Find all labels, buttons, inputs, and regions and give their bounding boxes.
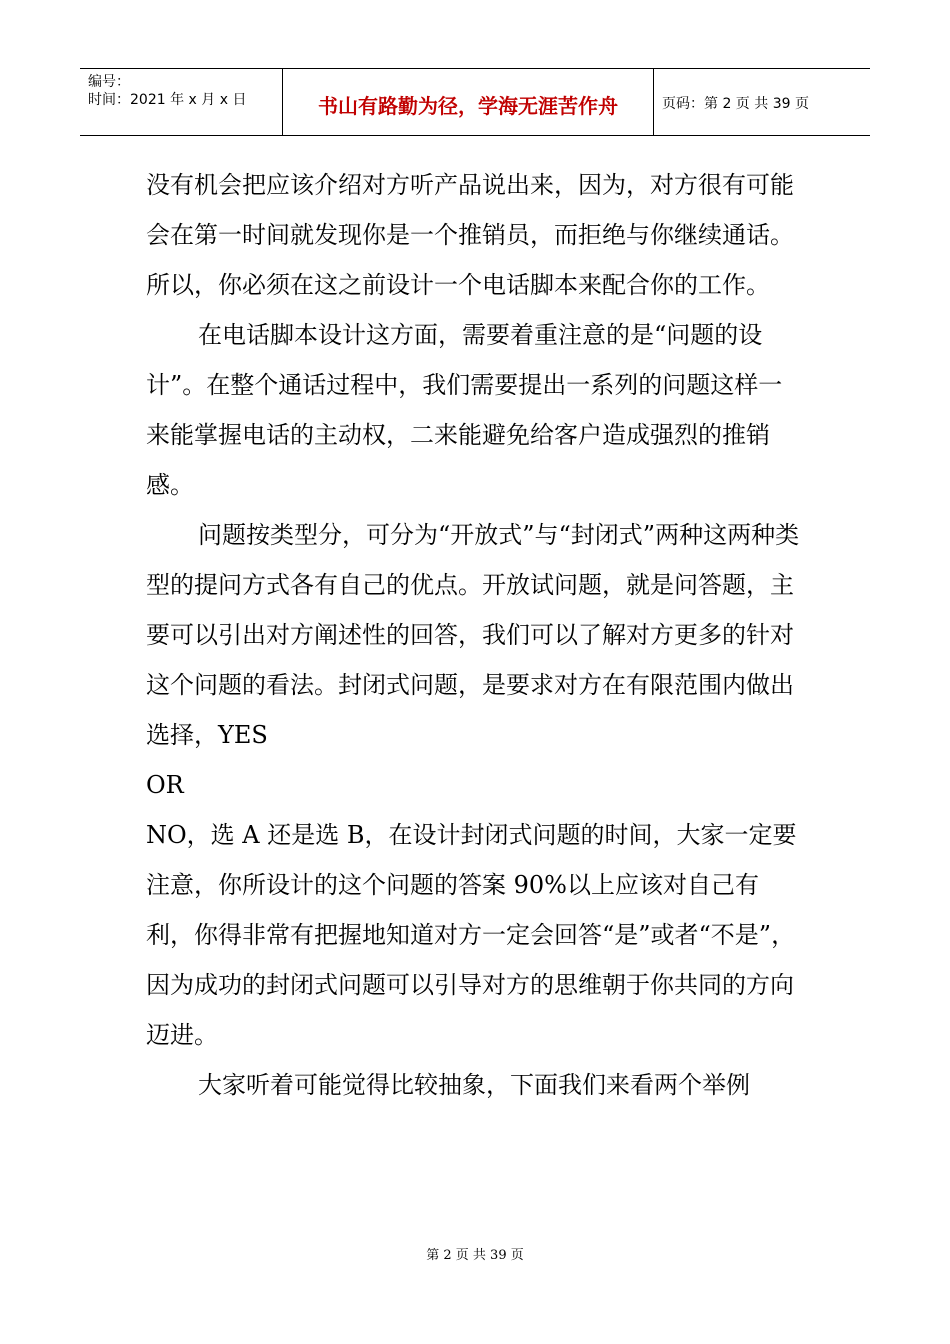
header-motto: 书山有路勤为径，学海无涯苦作舟 — [282, 69, 654, 135]
page-footer: 第 2 页 共 39 页 — [426, 1248, 524, 1263]
document-time-label: 时间：2021 年 x 月 x 日 — [88, 92, 247, 108]
document-number-label: 编号： — [88, 74, 130, 90]
paragraph-line-no: NO，选 A 还是选 B，在设计封闭式问题的时间，大家一定要注意，你所设计的这个问题的答案 90%以上应该对自己有利，你得非常有把握地知道对方一定会回答“是”或者“不是”，因为成功的封闭式问题可以引导对方的思维朝于你共同的方向迈进。 — [146, 821, 797, 1049]
paragraph-continued: 没有机会把应该介绍对方听产品说出来，因为，对方很有可能会在第一时间就发现你是一个推销员，而拒绝与你继续通话。所以，你必须在这之前设计一个电话脚本来配合你的工作。 — [146, 171, 794, 299]
paragraph: 大家听着可能觉得比较抽象，下面我们来看两个举例 — [198, 1071, 750, 1099]
paragraph-line-or: OR — [146, 771, 184, 799]
page-header — [80, 68, 870, 136]
document-body — [146, 160, 806, 1110]
header-left-cell — [80, 69, 282, 135]
paragraph: 在电话脚本设计这方面，需要着重注意的是“问题的设计”。在整个通话过程中，我们需要提出一系列的问题这样一来能掌握电话的主动权，二来能避免给客户造成强烈的推销感。 — [146, 321, 783, 499]
paragraph: 问题按类型分，可分为“开放式”与“封闭式”两种这两种类型的提问方式各有自己的优点。开放试问题，就是问答题，主要可以引出对方阐述性的回答，我们可以了解对方更多的针对这个问题的看法。封闭式问题，是要求对方在有限范围内做出选择，YES — [146, 521, 800, 749]
header-page-info: 页码：第 2 页 共 39 页 — [662, 96, 809, 112]
